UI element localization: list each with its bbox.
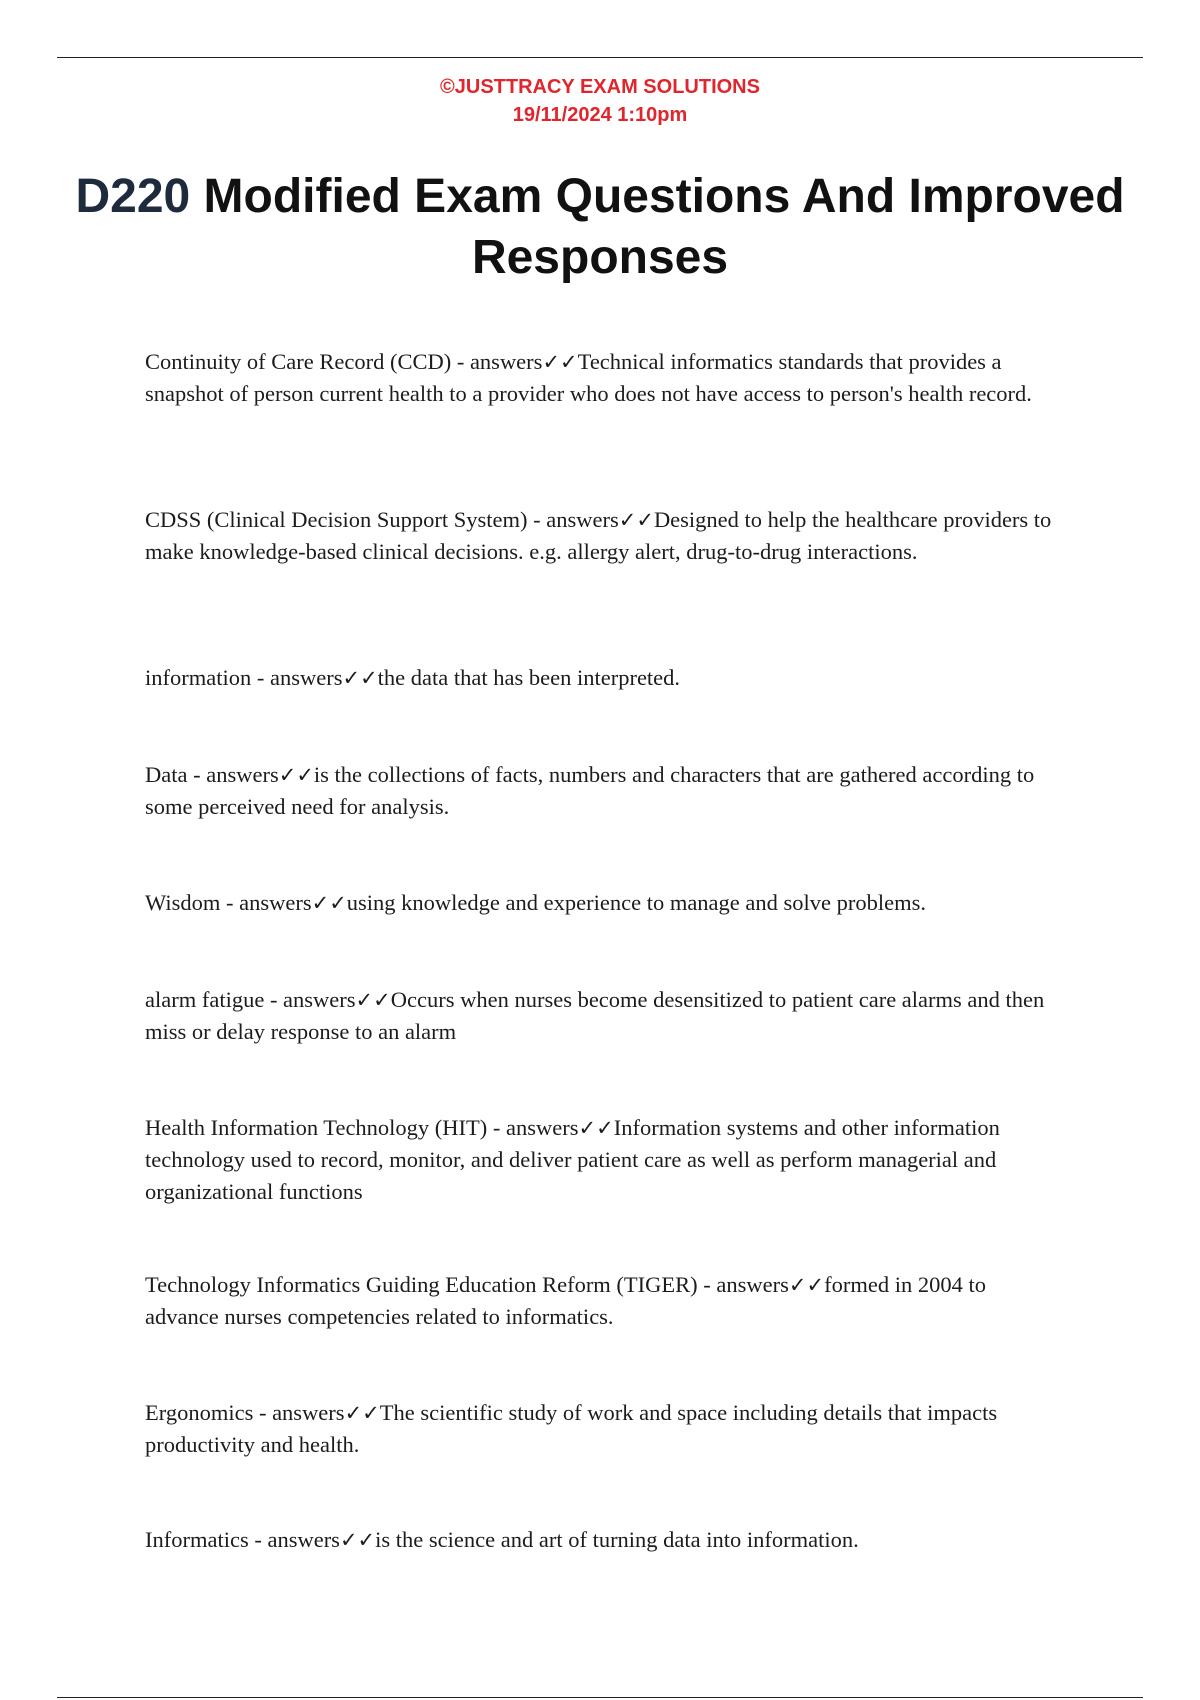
checkmark-icon: ✓✓ — [342, 666, 378, 690]
bottom-rule — [57, 1697, 1143, 1698]
qa-entry: alarm fatigue - answers✓✓Occurs when nurses become desensitized to patient care alarms and then miss or delay response to an alarm — [145, 987, 1045, 1044]
qa-entry: information - answers✓✓the data that has been interpreted. — [145, 665, 681, 690]
checkmark-icon: ✓✓ — [355, 988, 391, 1012]
date-time-line: 19/11/2024 1:10pm — [512, 104, 688, 126]
qa-entry: Continuity of Care Record (CCD) - answers✓✓Technical informatics standards that provides a snapshot of person current health to a provider who does not have access to person's health record. — [145, 349, 1032, 406]
qa-entry: Technology Informatics Guiding Education Reform (TIGER) - answers✓✓formed in 2004 to advance nurses competencies related to informatics. — [145, 1272, 986, 1329]
qa-entry: Ergonomics - answers✓✓The scientific study of work and space including details that impacts productivity and health. — [145, 1400, 998, 1457]
qa-entry: Informatics - answers✓✓is the science and art of turning data into information. — [145, 1527, 859, 1552]
checkmark-icon: ✓✓ — [618, 508, 654, 532]
qa-entry: Data - answers✓✓is the collections of facts, numbers and characters that are gathered according to some perceived need for analysis. — [145, 762, 1035, 819]
checkmark-icon: ✓✓ — [339, 1528, 376, 1552]
qa-entry: CDSS (Clinical Decision Support System) - answers✓✓Designed to help the healthcare providers to make knowledge-based clinical decisions. e.g. allergy alert, drug-to-drug interactions. — [145, 507, 1052, 564]
title-text: Modified Exam Questions And Improved Responses — [203, 170, 1125, 284]
qa-entry: Wisdom - answers✓✓using knowledge and experience to manage and solve problems. — [145, 890, 926, 915]
checkmark-icon: ✓✓ — [278, 763, 314, 787]
copyright-line: ©JUSTTRACY EXAM SOLUTIONS — [440, 76, 760, 98]
checkmark-icon: ✓✓ — [578, 1116, 614, 1140]
course-code: D220 — [75, 170, 191, 223]
checkmark-icon: ✓✓ — [542, 350, 578, 374]
checkmark-icon: ✓✓ — [344, 1401, 380, 1425]
qa-entry: Health Information Technology (HIT) - answers✓✓Information systems and other information technology used to record, monitor, and deliver patient care as well as perform managerial and organizational functions — [145, 1115, 1000, 1204]
checkmark-icon: ✓✓ — [311, 891, 347, 915]
checkmark-icon: ✓✓ — [788, 1273, 825, 1297]
